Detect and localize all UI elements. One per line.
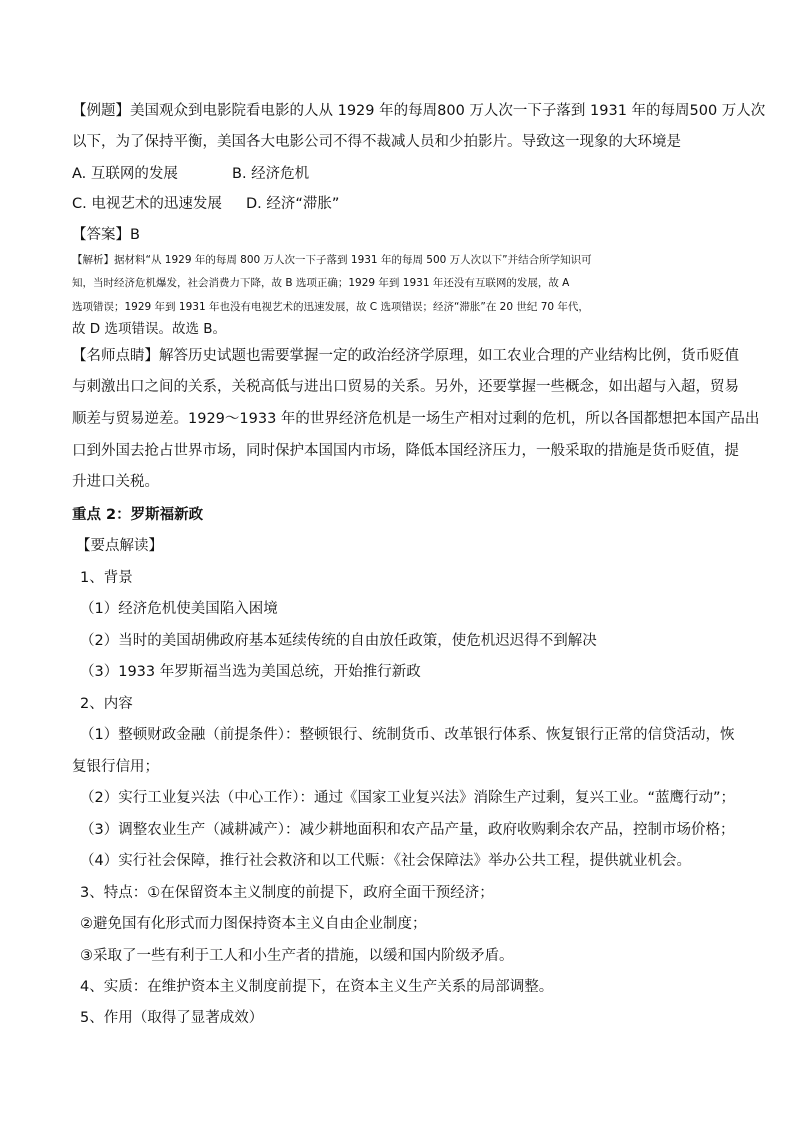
example-question-line-1: 【例题】美国观众到电影院看电影的人从 1929 年的每周800 万人次一下子落到 1931 年的每周500 万人次: [72, 103, 766, 119]
background-item: （3）1933 年罗斯福当选为美国总统，开始推行新政: [80, 664, 421, 680]
key-points-heading: 【要点解读】: [76, 538, 163, 554]
content-item: （3）调整农业生产（减耕减产）：减少耕地面积和农产品产量，政府收购剩余农产品，控制市场价格；: [80, 822, 735, 838]
features-line-1: 3、特点：①在保留资本主义制度的前提下，政府全面干预经济；: [80, 885, 494, 901]
features-line-2: ②避免国有化形式而力图保持资本主义自由企业制度；: [80, 916, 427, 932]
option-a: A. 互联网的发展: [72, 166, 178, 182]
answer: 【答案】B: [72, 227, 140, 243]
content-item: （4）实行社会保障，推行社会救济和以工代赈：《社会保障法》举办公共工程，提供就业机会。: [80, 853, 691, 869]
analysis-line-2: 知，当时经济危机爆发，社会消费力下降，故 B 选项正确；1929 年到 1931 年还没有互联网的发展，故 A: [72, 277, 570, 289]
tip-tag: 【名师点睛】: [72, 348, 159, 364]
option-b: B. 经济危机: [232, 166, 310, 182]
tip-line-2: 与刺激出口之间的关系，关税高低与进出口贸易的关系。另外，还要掌握一些概念，如出超与入超，贸易: [72, 379, 739, 395]
analysis-line-1: 【解析】据材料“从 1929 年的每周 800 万人次一下子落到 1931 年的每周 500 万人次以下”并结合所学知识可: [72, 254, 592, 266]
features-line-3: ③采取了一些有利于工人和小生产者的措施，以缓和国内阶级矛盾。: [80, 948, 514, 964]
example-tag: 【例题】: [72, 103, 130, 119]
background-item: （2）当时的美国胡佛政府基本延续传统的自由放任政策，使危机迟迟得不到解决: [80, 633, 597, 649]
analysis-line-3: 选项错误；1929 年到 1931 年也没有电视艺术的迅速发展，故 C 选项错误；经济“滞胀”在 20 世纪 70 年代，: [72, 301, 589, 313]
content-heading: 2、内容: [80, 696, 133, 712]
tip-line-5: 升进口关税。: [72, 474, 159, 490]
essence-line: 4、实质：在维护资本主义制度前提下，在资本主义生产关系的局部调整。: [80, 979, 554, 995]
example-question-line-2: 以下，为了保持平衡，美国各大电影公司不得不裁减人员和少拍影片。导致这一现象的大环境是: [72, 134, 681, 150]
option-d: D. 经济“滞胀”: [246, 196, 340, 212]
analysis-line-4: 故 D 选项错误。故选 B。: [72, 321, 227, 337]
tip-line-1: 【名师点睛】解答历史试题也需要掌握一定的政治经济学原理，如工农业合理的产业结构比例，货币贬值: [72, 348, 739, 364]
effect-heading: 5、作用（取得了显著成效）: [80, 1010, 264, 1026]
option-c: C. 电视艺术的迅速发展: [72, 196, 222, 212]
content-item: （2）实行工业复兴法（中心工作）：通过《国家工业复兴法》消除生产过剩，复兴工业。“蓝鹰行动”；: [80, 790, 735, 806]
tip-line-4: 口到外国去抢占世界市场，同时保护本国国内市场，降低本国经济压力，一般采取的措施是货币贬值，提: [72, 443, 739, 459]
content-item: （1）整顿财政金融（前提条件）：整顿银行、统制货币、改革银行体系、恢复银行正常的信贷活动，恢: [80, 727, 735, 743]
background-item: （1）经济危机使美国陷入困境: [80, 601, 278, 617]
section-title: 重点 2：罗斯福新政: [72, 507, 204, 523]
background-heading: 1、背景: [80, 570, 133, 586]
tip-line-3: 顺差与贸易逆差。1929～1933 年的世界经济危机是一场生产相对过剩的危机，所以各国都想把本国产品出: [72, 411, 760, 427]
content-item-continued: 复银行信用；: [72, 759, 159, 775]
